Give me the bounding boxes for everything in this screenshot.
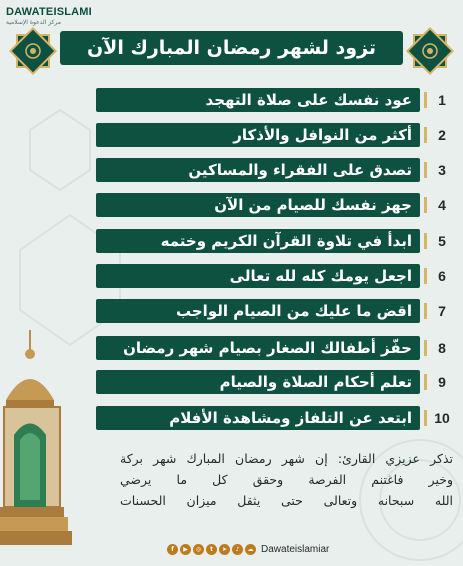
list-item-text: عود نفسك على صلاة التهجد bbox=[205, 91, 412, 109]
list-item bbox=[96, 299, 446, 323]
list-item-text: اقض ما عليك من الصيام الواجب bbox=[175, 302, 412, 320]
star-emblem-icon bbox=[402, 23, 458, 79]
list-item-number: 7 bbox=[438, 303, 446, 319]
list-item bbox=[96, 123, 446, 147]
title-banner bbox=[60, 31, 403, 65]
list-item-box bbox=[96, 406, 420, 430]
list-item-box bbox=[96, 88, 420, 112]
list-item bbox=[96, 193, 446, 217]
logo-subtitle: مركز الدعوة الإسلامية bbox=[6, 19, 61, 26]
soundcloud-icon[interactable]: ☁ bbox=[245, 544, 256, 555]
tiktok-icon[interactable]: ♪ bbox=[232, 544, 243, 555]
list-item-box bbox=[96, 299, 420, 323]
list-item bbox=[96, 88, 446, 112]
list-item-text: جهز نفسك للصيام من الآن bbox=[214, 196, 412, 214]
list-item-text: ابدأ في تلاوة القرآن الكريم وختمه bbox=[160, 232, 412, 250]
list-item-text: أكثر من النوافل والأذكار bbox=[233, 126, 412, 144]
reminder-paragraph bbox=[120, 448, 453, 511]
list-item-box bbox=[96, 123, 420, 147]
list-item bbox=[96, 406, 450, 430]
list-item-number: 9 bbox=[438, 374, 446, 390]
lantern-illustration bbox=[0, 330, 120, 566]
list-item-box bbox=[96, 158, 420, 182]
list-item bbox=[96, 229, 446, 253]
list-item-number: 8 bbox=[438, 340, 446, 356]
list-item-text: تصدق على الفقراء والمساكين bbox=[188, 161, 412, 179]
list-item-box bbox=[96, 336, 420, 360]
youtube-icon[interactable]: ▶ bbox=[180, 544, 191, 555]
list-item-number: 10 bbox=[434, 410, 450, 426]
list-item-box bbox=[96, 193, 420, 217]
logo-wordmark: DAWATEISLAMI bbox=[6, 6, 92, 18]
list-item-number: 5 bbox=[438, 233, 446, 249]
list-item bbox=[96, 158, 446, 182]
list-item-number: 6 bbox=[438, 268, 446, 284]
list-item-text: تعلم أحكام الصلاة والصيام bbox=[219, 373, 412, 391]
list-item bbox=[96, 336, 446, 360]
list-item-number: 1 bbox=[438, 92, 446, 108]
list-item-text: حفّز أطفالك الصغار بصيام شهر رمضان bbox=[123, 339, 412, 357]
star-emblem-icon bbox=[5, 23, 61, 79]
list-item-number: 4 bbox=[438, 197, 446, 213]
social-handle[interactable]: Dawateislamiar bbox=[261, 543, 330, 555]
reminder-line: وخير فاغتنم الفرصة وحقق كل ما يرضي bbox=[120, 472, 453, 487]
list-item-text: اجعل يومك كله لله تعالى bbox=[229, 267, 412, 285]
social-bar bbox=[167, 542, 329, 556]
reminder-line: الله سبحانه وتعالى حتى يثقل ميزان الحسنات bbox=[120, 493, 453, 508]
list-item-text: ابتعد عن التلفاز ومشاهدة الأفلام bbox=[169, 409, 412, 427]
list-item-box bbox=[96, 264, 420, 288]
list-item bbox=[96, 264, 446, 288]
page-title: تزود لشهر رمضان المبارك الآن bbox=[86, 37, 377, 59]
twitter-icon[interactable]: t bbox=[206, 544, 217, 555]
telegram-icon[interactable]: ➤ bbox=[219, 544, 230, 555]
list-item-box bbox=[96, 370, 420, 394]
list-item bbox=[96, 370, 446, 394]
list-item-box bbox=[96, 229, 420, 253]
list-item-number: 3 bbox=[438, 162, 446, 178]
list-item-number: 2 bbox=[438, 127, 446, 143]
instagram-icon[interactable]: ◎ bbox=[193, 544, 204, 555]
facebook-icon[interactable]: f bbox=[167, 544, 178, 555]
reminder-line: تذكر عزيزي القارئ: إن شهر رمضان المبارك شهر بركة bbox=[120, 451, 453, 466]
